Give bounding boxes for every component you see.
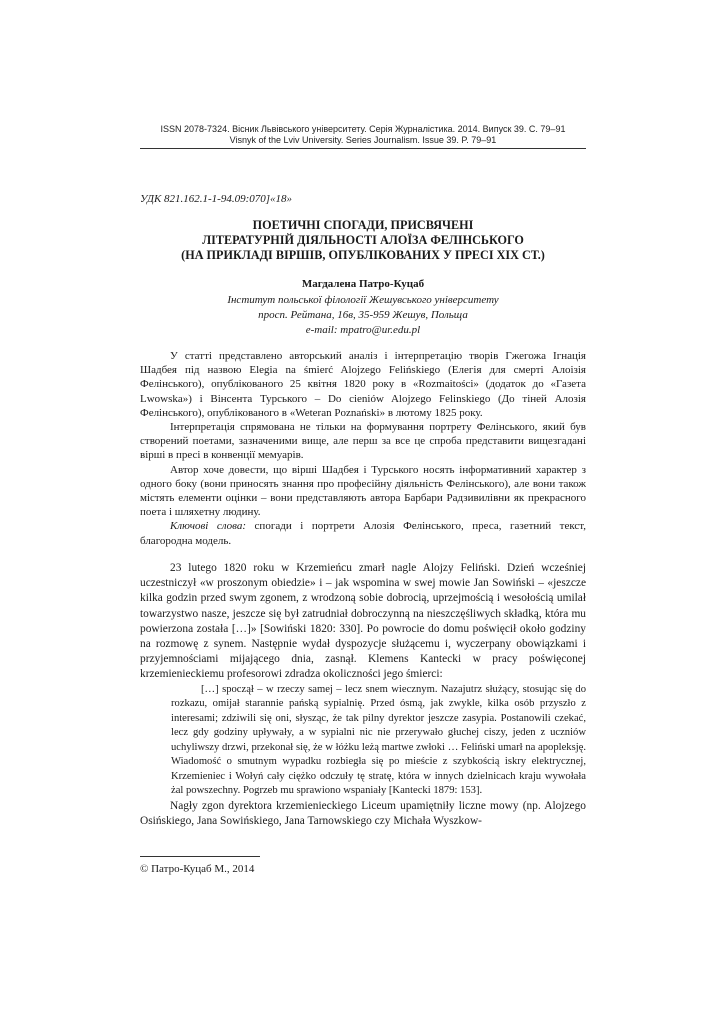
abstract-paragraph-1: У статті представлено авторський аналіз і інтерпретацію творів Гжегожа Ігнація Шадбея під назвою Elegia na śmierć Alojzego Felińskiego (Елегія для смерті Алоізія Фелінського), опублікованого 25 квітня 1820 року в «Rozmaitości» (додаток до «Газета Lwowska») і Вінсента Турського – Do cieniów Alojzego Felinskiego (До тіней Алозія Фелінського), опублікованого в «Weteran Poznański» в лютому 1825 року. bbox=[140, 350, 586, 419]
footnote-divider bbox=[140, 856, 260, 857]
affiliation-institute: Інститут польської філології Жешувського університету bbox=[227, 294, 499, 306]
keywords bbox=[140, 519, 586, 547]
affiliation-address: просп. Рейтана, 16в, 35-959 Жешув, Польща bbox=[258, 309, 468, 321]
block-quote: […] spoczął – w rzeczy samej – lecz snem wiecznym. Nazajutrz służący, stosując się do rozkazu, omijał starannie pańską sypialnię. Przed ósmą, jak zwykle, kilka osób przyszło z interesami; zdziwili się oni, słysząc, że tak pilny dyrektor jeszcze zasypia. Postanowili czekać, lecz gdy godziny upływały, a w sypialni nic nie przerywało głuchej ciszy, jeden z uczniów uchyliwszy drzwi, przekonał się, że w łóżku leżą martwe zwłoki … Feliński umarł na apopleksję. Wiadomość o smutnym wypadku rozbiegła się po mieście z szybkością iskry elektrycznej, Krzemieniec i Wołyń cały ciężko odczuły tę stratę, która w innych dzielnicach kraju wywołała żal powszechny. Pogrzeb mu sprawiono wspaniały [Kantecki 1879: 153]. bbox=[171, 683, 586, 797]
copyright-footnote: © Патро-Куцаб М., 2014 bbox=[140, 863, 255, 875]
affiliation bbox=[140, 293, 586, 338]
article-title bbox=[140, 218, 586, 263]
abstract-paragraph-2: Інтерпретація спрямована не тільки на формування портрету Фелінського, який був створений поетами, зазначеними вище, але перш за все це спроба представити вищезгадані вірші в пресі в конвенції мемуарів. bbox=[140, 421, 586, 462]
affiliation-email: e-mail: mpatro@ur.edu.pl bbox=[305, 324, 421, 336]
keywords-label: Ключові слова: bbox=[170, 520, 247, 533]
keywords-text: спогади і портрети Алозія Фелінського, преса, газетний текст, благородна модель. bbox=[140, 520, 587, 547]
header-line-1: ISSN 2078-7324. Вісник Львівського університету. Серія Журналістика. 2014. Випуск 39. С. 79–91 bbox=[160, 124, 566, 134]
author-name: Магдалена Патро-Куцаб bbox=[301, 278, 425, 290]
body-paragraph-2: Nagły zgon dyrektora krzemienieckiego Liceum upamiętniły liczne mowy (np. Alojzego Osińskiego, Jana Sowińskiego, Jana Tarnowskiego czy Michała Wyszkow- bbox=[140, 799, 586, 827]
udk-code: УДК 821.162.1-1-94.09:070]«18» bbox=[140, 193, 293, 205]
header-line-2: Visnyk of the Lviv University. Series Journalism. Issue 39. P. 79–91 bbox=[229, 135, 497, 145]
title-line-3: (НА ПРИКЛАДІ ВІРШІВ, ОПУБЛІКОВАНИХ У ПРЕСІ XIX СТ.) bbox=[181, 248, 545, 262]
body-paragraph-1: 23 lutego 1820 roku w Krzemieńcu zmarł nagle Alojzy Feliński. Dzień wcześniej uczestniczył «w proszonym obiedzie» i – jak wspomina w swej mowie Jan Sowiński – «jeszcze kilka godzin przed swym zgonem, z wrodzoną sobie dobrocią, uprzejmością i wesołością umilał towarzystwo nasze, jeszcze się był zatrudniał dobroczynną na nieszczęśliwych składką, która mu powierzona została […]» [Sowiński 1820: 330]. Po powrocie do domu poświęcił około godziny na rozmowę z synem. Następnie wydał dyspozycje służącemu i, wyczerpany obowiązkami i przyjemnościami mijającego dnia, zasnął. Klemens Kantecki w pracy poświęconej krzemienieckiemu profesorowi zdradza okoliczności jego śmierci: bbox=[140, 562, 586, 681]
article-body bbox=[140, 561, 586, 829]
abstract-paragraph-3: Автор хоче довести, що вірші Шадбея і Турського носять інформативний характер з одного боку (вони приносять знання про професійну діяльність Фелінського), але вони також містять елементи оцінки – вони представляють автора Барбари Радзивилівни як прекрасного поета і шляхетну людину. bbox=[140, 463, 586, 519]
abstract bbox=[140, 349, 586, 548]
header-divider bbox=[140, 148, 586, 149]
journal-header bbox=[140, 124, 586, 146]
title-line-1: ПОЕТИЧНІ СПОГАДИ, ПРИСВЯЧЕНІ bbox=[252, 218, 474, 232]
title-line-2: ЛІТЕРАТУРНІЙ ДІЯЛЬНОСТІ АЛОЇЗА ФЕЛІНСЬКОГО bbox=[202, 233, 524, 247]
